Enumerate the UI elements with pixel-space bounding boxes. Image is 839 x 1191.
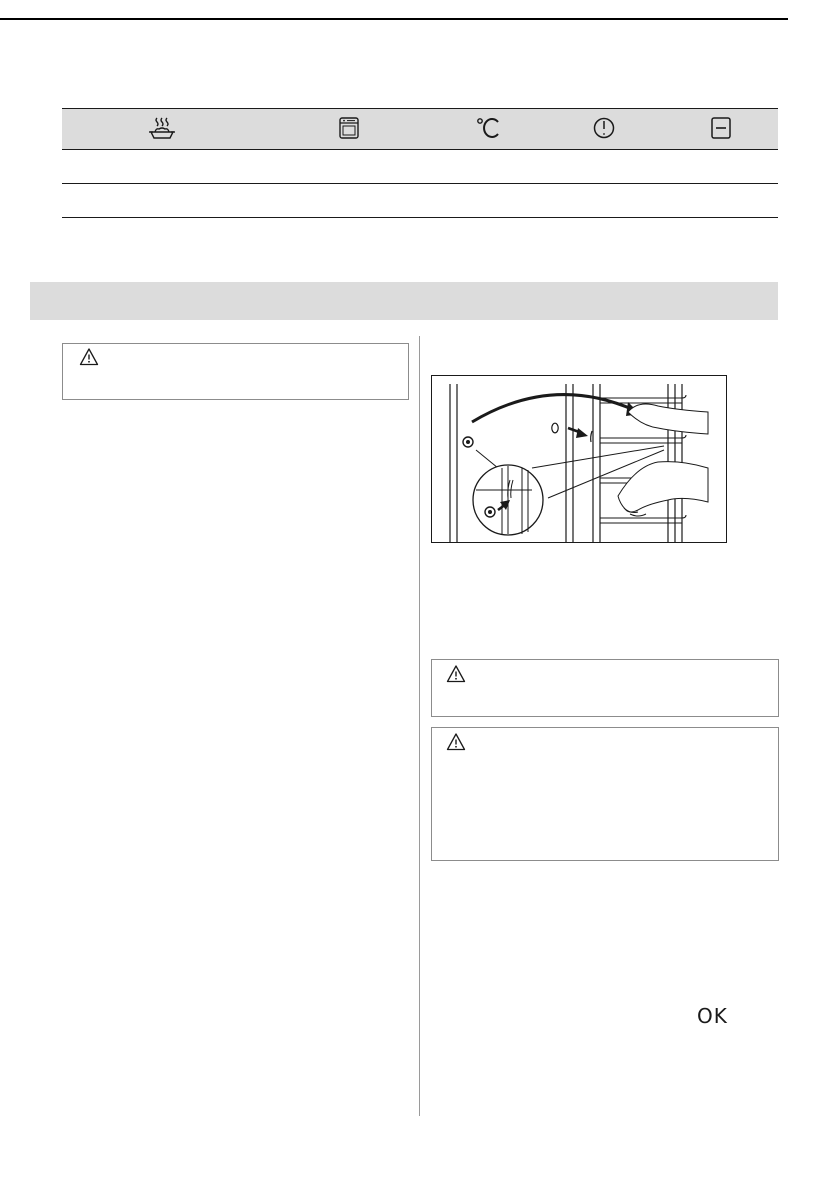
section-heading-band [30, 282, 778, 320]
settings-table [62, 108, 778, 218]
ok-button-symbol: OK [697, 1004, 728, 1028]
column-divider [419, 336, 420, 1116]
celsius-icon [476, 115, 502, 146]
table-row [62, 150, 778, 184]
oven-icon [338, 116, 360, 145]
header-rule [0, 18, 788, 20]
table-header [62, 108, 778, 150]
warning-box [62, 343, 409, 400]
shelf-support-illustration [431, 375, 727, 543]
warning-triangle-icon [446, 664, 466, 689]
warning-triangle-icon [446, 732, 466, 757]
clock-icon [592, 116, 616, 145]
warning-box [431, 659, 779, 717]
warning-triangle-icon [79, 347, 99, 372]
table-row [62, 184, 778, 218]
dish-steam-icon [148, 116, 176, 147]
minus-box-icon [710, 116, 732, 145]
warning-box [431, 727, 779, 861]
